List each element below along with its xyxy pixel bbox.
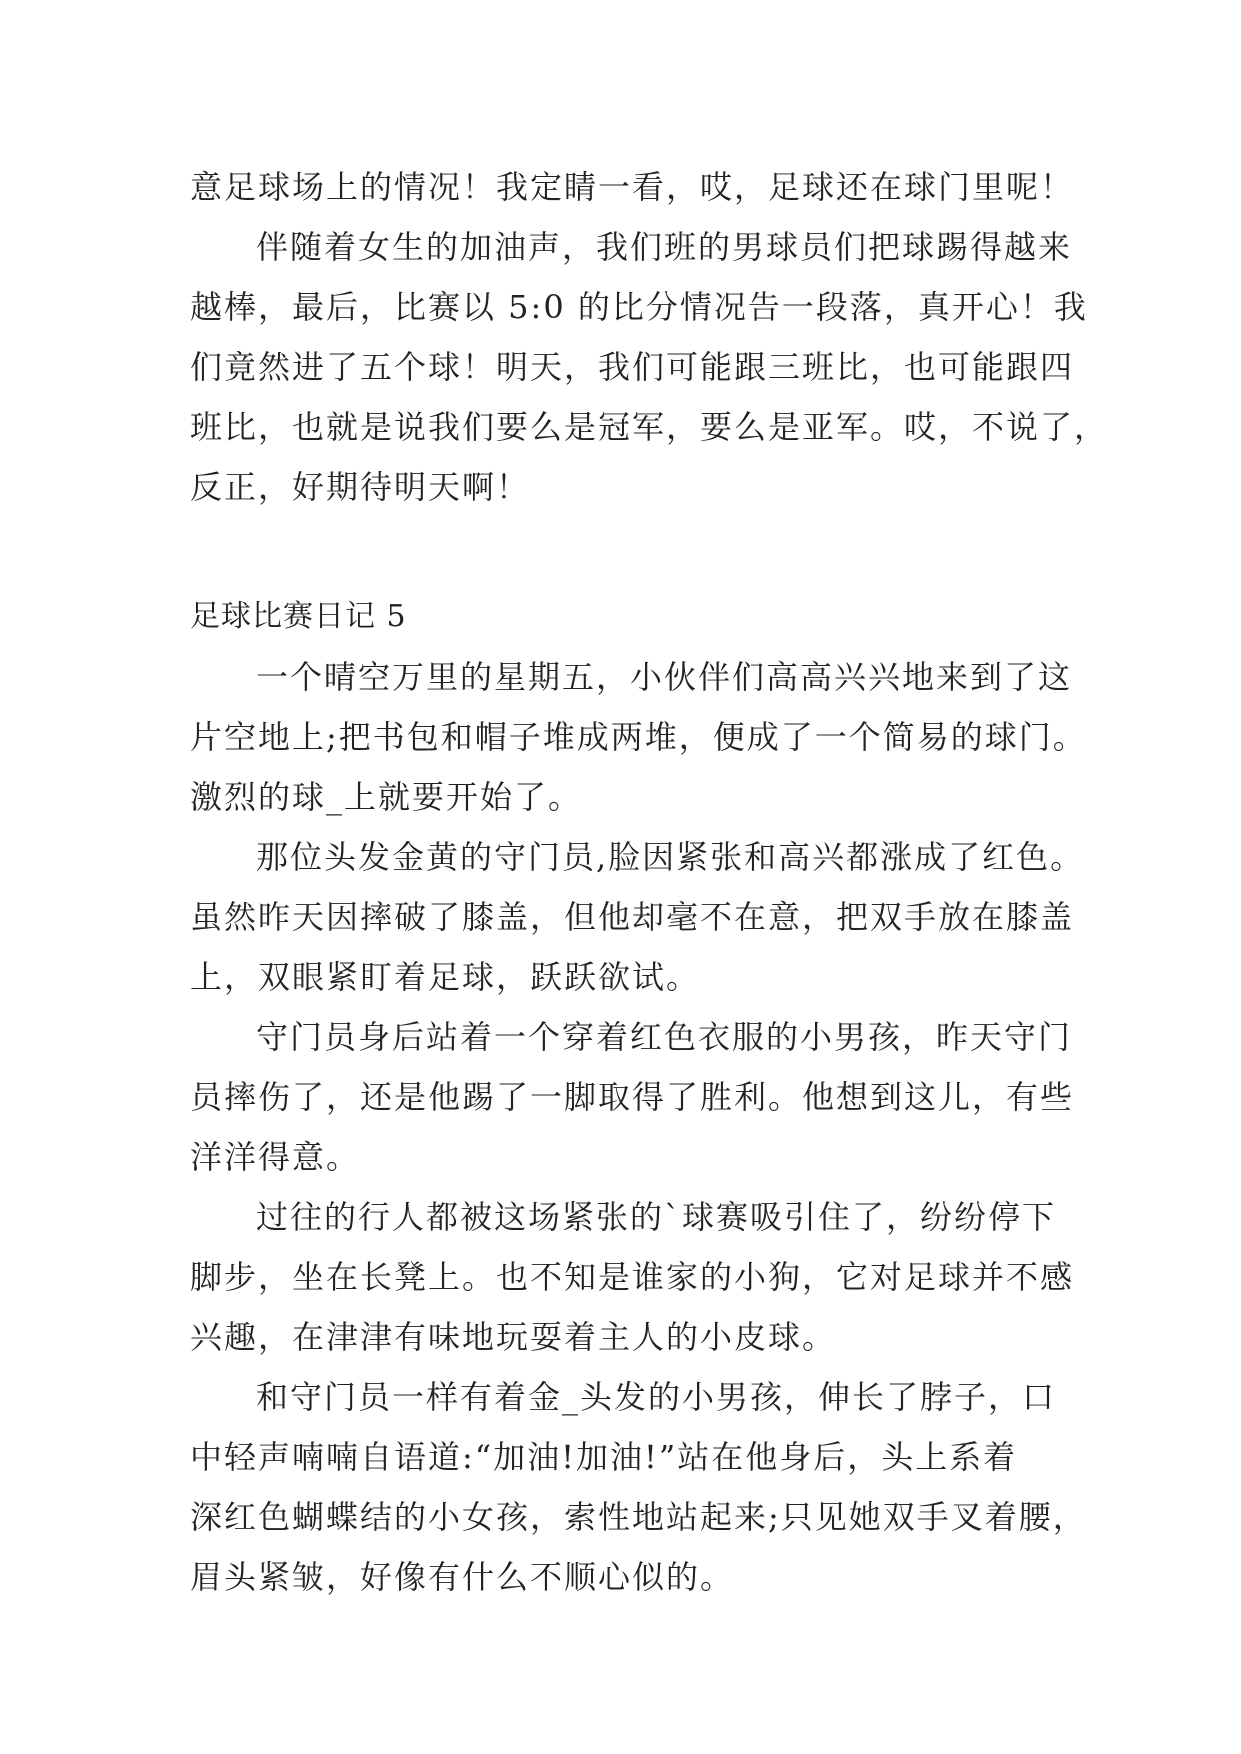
paragraph bbox=[190, 1007, 1075, 1187]
text-line: 眉头紧皱，好像有什么不顺心似的。 bbox=[190, 1558, 735, 1596]
text-line: 上，双眼紧盯着足球，跃跃欲试。 bbox=[190, 958, 701, 996]
paragraph bbox=[190, 647, 1087, 827]
text-line: 过往的行人都被这场紧张的`球赛吸引住了，纷纷停下 bbox=[256, 1198, 1057, 1236]
paragraph bbox=[190, 1187, 1075, 1367]
text-line: 越棒，最后，比赛以 5:0 的比分情况告一段落，真开心！我 bbox=[190, 288, 1088, 326]
section-title: 足球比赛日记 5 bbox=[190, 599, 407, 634]
text-line: 兴趣，在津津有味地玩耍着主人的小皮球。 bbox=[190, 1318, 837, 1356]
text-line: 深红色蝴蝶结的小女孩，索性地站起来;只见她双手叉着腰， bbox=[190, 1498, 1087, 1536]
text-line: 守门员身后站着一个穿着红色衣服的小男孩，昨天守门 bbox=[256, 1018, 1073, 1056]
text-line: 伴随着女生的加油声，我们班的男球员们把球踢得越来 bbox=[256, 228, 1073, 266]
text-line: 片空地上;把书包和帽子堆成两堆，便成了一个简易的球门。 bbox=[190, 718, 1087, 756]
text-line: 那位头发金黄的守门员,脸因紧张和高兴都涨成了红色。 bbox=[256, 838, 1085, 876]
text-line: 和守门员一样有着金_头发的小男孩，伸长了脖子，口 bbox=[256, 1378, 1057, 1416]
text-line: 中轻声喃喃自语道:“加油!加油!”站在他身后，头上系着 bbox=[190, 1438, 1018, 1476]
text-line: 反正，好期待明天啊！ bbox=[190, 468, 531, 506]
text-line: 虽然昨天因摔破了膝盖，但他却毫不在意，把双手放在膝盖 bbox=[190, 898, 1075, 936]
text-line: 员摔伤了，还是他踢了一脚取得了胜利。他想到这儿，有些 bbox=[190, 1078, 1075, 1116]
document-page bbox=[190, 157, 1109, 1607]
text-line: 激烈的球_上就要开始了。 bbox=[190, 778, 583, 816]
text-line: 一个晴空万里的星期五，小伙伴们高高兴兴地来到了这 bbox=[256, 658, 1073, 696]
text-line: 们竟然进了五个球！明天，我们可能跟三班比，也可能跟四 bbox=[190, 348, 1075, 386]
paragraph bbox=[190, 1367, 1087, 1607]
paragraph bbox=[190, 157, 1075, 217]
text-line: 脚步，坐在长凳上。也不知是谁家的小狗，它对足球并不感 bbox=[190, 1258, 1075, 1296]
text-line: 意足球场上的情况！我定睛一看，哎，足球还在球门里呢！ bbox=[190, 168, 1075, 206]
paragraph bbox=[190, 827, 1085, 1007]
text-line: 班比，也就是说我们要么是冠军，要么是亚军。哎，不说了， bbox=[190, 408, 1109, 446]
paragraph bbox=[190, 217, 1109, 517]
text-line: 洋洋得意。 bbox=[190, 1138, 361, 1176]
